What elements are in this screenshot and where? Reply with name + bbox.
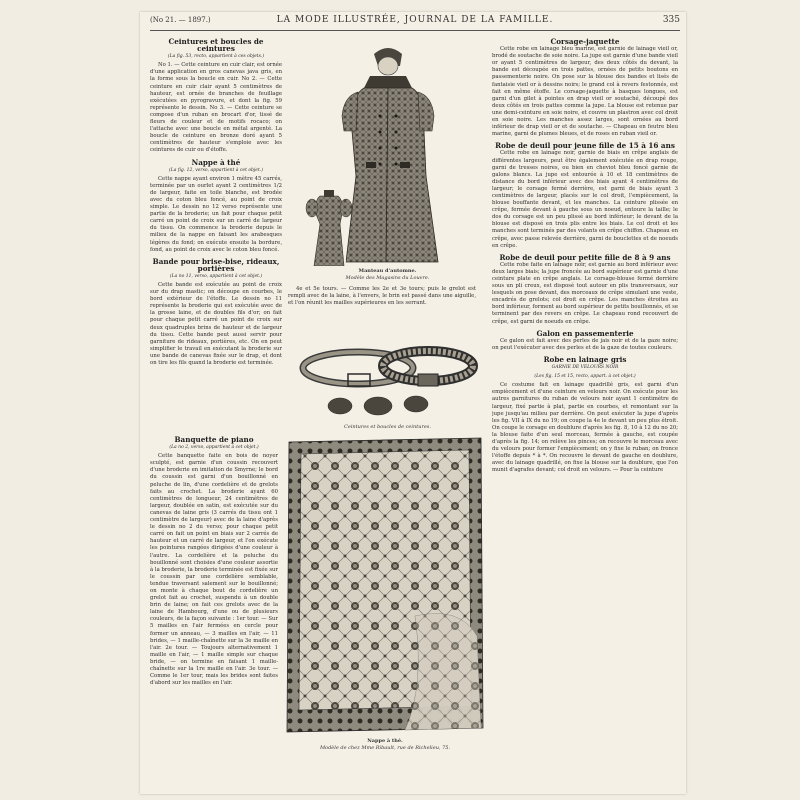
section-subtitle: (La no 11, verso, appartient à cet objet.) <box>169 273 263 279</box>
section-subtitle: (La fig. 12, verso, appartient à cet objet.) <box>169 167 263 173</box>
coat-engraving <box>300 36 475 266</box>
section-body: No 1. — Cette ceinture en cuir clair, est ornée d'une application en gros canevas java gris, en la forme sous la boucle en cuir. No 2. — Cette ceinture en cuir clair ayant 5 centimètres de hauteur, est ornée de branches de feuillage exécutées en pyrogravure, et dont la fig. 59 représente le dessin. No 3. — Cette ceinture se compose d'un ruban en brocart d'or, tissé de fleurs de couleur et de motifs rocaco; on l'attache avec une boucle en métal argenté. La boucle de ceinture en bronze doré ayant 5 centimètres de hauteur s'emploie avec les ceintures de cuir ou d'étoffe. <box>150 62 282 154</box>
section-title: Galon en passementerie <box>536 328 634 338</box>
section-body: Ce costume fait en lainage quadrillé gris, est garni d'un empiècement et d'une ceinture en velours noir. On exécute pour les autres garnitures du ruban de velours noir ayant 1 centimètre de largeur, fixé partie à plat, partie en courbes, et remontant sur la jupe jusqu'au milieu par derrière. On peut exécuter la jupe d'après les fig. VII à IX du no 19; on coupe la 4e le devant un peu plus étroit. On coupe le corsage en doublure d'après les fig. 8, 10 à 12 du no 20; la blouse faite d'un seul morceau, fermée à gauche, est coupée d'après la fig. 14; on relève les pinces; on recouvre le morceau avec du velours pour former l'empiècement; on y fixe le ruban; on fronce l'étoffe depuis * à *. On recouvre le devant de gauche en doublure, avec du lainage quadrillé, on fixe la blouse sur la doublure, que l'on munit d'agrafes devant; col droit en velours. — Pour la ceinture <box>492 382 678 474</box>
section-subtitle: (La no 2, verso, appartient à cet objet.) <box>169 445 259 451</box>
coat-caption-credit: Modèle des Magasins du Louvre. <box>345 275 430 281</box>
section-subtitle: GARNIE DE VELOURS NOIR <box>551 365 619 371</box>
section-title: Robe en lainage gris <box>543 354 627 364</box>
section-subtitle: (La fig. 53, recto, appartient à ces objets.) <box>167 54 265 60</box>
belts-engraving <box>298 340 483 420</box>
section-title: Robe de deuil pour petite fille de 8 à 9 ans <box>499 252 671 262</box>
nappe-caption-credit: Modèle de chez Mme Ribault, rue de Richelieu, 75. <box>319 745 451 751</box>
section-title: Robe de deuil pour jeune fille de 15 à 16 ans <box>495 141 675 151</box>
section-body: Ce galon est fait avec des perles de jais noir et de la gaze noire; on peut l'exécuter avec des perles et de la gaze de toutes couleurs. <box>492 337 678 351</box>
grelot-text <box>288 286 476 336</box>
header-rule <box>150 30 680 31</box>
nappe-caption-title: Nappe à thé. <box>367 738 403 744</box>
section-title: Corsage-jaquette <box>550 37 620 46</box>
section-title: Bande pour brise-bise, rideaux, portières <box>152 256 280 273</box>
section-body: 4e et 5e tours. — Comme les 2e et 3e tours; puis le grelot est rempli avec de la laine, à l'envers, le brin est passé dans une aiguille, et l'on réunit les mailles supérieures en les serrant. <box>288 286 476 307</box>
section-title: Nappe à thé <box>191 157 241 167</box>
coat-caption-title: Manteau d'automne. <box>358 268 417 274</box>
section-subtitle: (Les fig. 15 et 15, recto, appart. à cet objet.) <box>534 374 636 380</box>
section-body: Cette bande est exécutée au point de croix sur du drap mastic; on découpe en courbes, le bord extérieur de l'étoffe. Le dessin no 11 représente la broderie qui est exécutée avec de la grosse laine, et de doubles fils d'or; on fait pour chaque petit carré un point de croix sur deux quadruples brins de hauteur et de largeur du tissu. Cette bande peut aussi servir pour garniture de rideaux, portières, etc. On en peut simplifier le travail en exécutant la broderie sur une bande de canevas fixée sur le drap, et dont on tire les fils quand la broderie est terminée. <box>150 282 282 367</box>
section-body: Cette banquette faite en bois de noyer sculpté, est garnie d'un coussin recouvert d'une broderie en imitation de Smyrne; le bord du coussin est garni d'un bouillonné en peluche de lin, d'une cordelière et de grelots faits au crochet. La broderie ayant 60 centimètres de longueur, 24 centimètres de largeur, doublée en satin, est exécutée sur du canevas de laine gris (3 carrés du tissu ont 1 centimètre de largeur) avec de la laine d'après le dessin no 2 du verso; pour chaque petit carré on fait un point en biais sur 2 carrés de hauteur et un carré de largeur, et l'on exécute les pointures rangées dirigées d'une couleur à l'autre. La cordelière et la peluche du bouillonné sont choisies d'une couleur assortie à la broderie, la broderie terminée est fixée sur le coussin par une cordelière semblable, tendue traversant salement sur le bouillonné; on monte à chaque bout de cordelière un grelot fait au crochet, suspendu à un double brin de laine; on fait ces grelots avec de la laine de Hambourg, d'une ou de plusieurs couleurs, de la façon suivante : 1er tour. — Sur 5 mailles en l'air fermées en cercle pour former un anneau, — 3 mailles en l'air, — 11 brides, — 1 maille-chaînette sur la 3e maille en l'air. 2e tour. — Toujours alternativement 1 maille en l'air, — 1 maille simple sur chaque bride, — on termine en faisant 1 maille-chaînette sur la 1re maille en l'air. 3e tour. — Comme le 1er tour, mais les brides sont faites d'abord sur les mailles en l'air. <box>150 453 278 687</box>
right-column <box>492 34 678 794</box>
page-header <box>150 14 680 28</box>
banquette-column <box>150 432 278 794</box>
section-body: Cette nappe ayant environ 1 mètre 45 carrés, terminée par un ourlet ayant 2 centimètres 1/2 de largeur, faite en toile blanche, est brodée avec du coton bleu foncé, au point de croix simple. Le dessin no 12 verso représente une partie de la broderie; un fait pour chaque petit carré un point de croix sur un carré de largeur du tissu. On commence la broderie depuis le milieu de la nappe en faisant les arabesques légères du fond; on exécute ensuite la bordure, fond, au point de croix avec le coton bleu foncé. <box>150 175 282 253</box>
section-title: Ceintures et boucles de ceintures <box>168 37 264 54</box>
coat-caption <box>300 268 475 282</box>
issue-number: (No 21. — 1897.) <box>150 16 211 24</box>
page-number: 335 <box>662 15 680 25</box>
section-body: Cette robe en lainage bleu marine, est garnie de lainage vieil or, brodé de soutache de soie noire. La jupe est garnie d'une bande vieil or ayant 5 centimètres de largeur, des deux côtés du devant, la bande est découpée en trois pattes, ornées de petits boutons en passementerie noire. On pose sur la blouse des bandes et lisés de fantaisie vieil or à dessins noirs; le grand col à revers festonnés, est fait en même étoffe. Le corsage-jaquette à basques longues, est garni d'un gilet à pointes en drap vieil or soutaché, découpé des deux côtés en trois pattes comme la jupe. La blouse est retenue par une demi-ceinture en soie noire, et couvre un plastron avec col droit en soie noire. Les manches assez larges, sont ornées au bord inférieur de drap vieil or et de soutache. — Chapeau en feutre bleu marine, garni de plumes bleues, et de roses en ruban vieil or. <box>492 46 678 138</box>
section-title: Banquette de piano <box>174 435 254 444</box>
section-body: Cette robe en lainage noir, garnie de biais en crêpe anglais de différentes largeurs, peut être également exécutée en drap rouge, garni de tresses noires, ou bien en cheviot bleu foncé garnie de galons blancs. La jupe est entourée à 10 et 18 centimètres de distance du bord inférieur avec des biais ayant 4 centimètres de largeur; le corsage fermé derrière, est garni de biais ayant 3 centimètres de largeur, placés sur le col droit, l'empiècement, la blouse bouffante devant, et les manches. La ceinture plissée en crêpe, fermée devant à gauche sous un noeud, entoure la taille; le dos du corsage est un peu plissé au bord inférieur; le devant de la blouse est disposé en trois plis entre les biais. Le col droit et les manches sont terminés par des volants en crêpe chiffon. Chapeau en crêpe, avec passe relevée derrière, garni de bouclettes et de noeuds en crêpe. <box>492 150 678 249</box>
nappe-engraving <box>285 436 485 736</box>
belts-caption: Ceintures et boucles de ceintures. <box>344 424 431 430</box>
section-body: Cette robe faite en lainage noir, est garnie au bord inférieur avec deux larges biais; la jupe froncée au bord supérieur est garnie d'une ceinture plate en crêpe anglais. Le corsage-blouse fermé derrière sous un pli creux, est disposé tout autour en plis transversaux, sur lesquels on pose devant, des morceaux de crêpe simulant une veste, encadrés de grelots; col droit en crêpe. Les manches étroites au bord inférieur, forment au bord supérieur de petits bouillonnés, et se terminent par des revers en crêpe. Le chapeau rond recouvert de crêpe, est garni de noeuds en crêpe. <box>492 261 678 325</box>
journal-title: LA MODE ILLUSTRÉE, JOURNAL DE LA FAMILLE. <box>276 15 554 25</box>
nappe-caption <box>285 738 485 752</box>
